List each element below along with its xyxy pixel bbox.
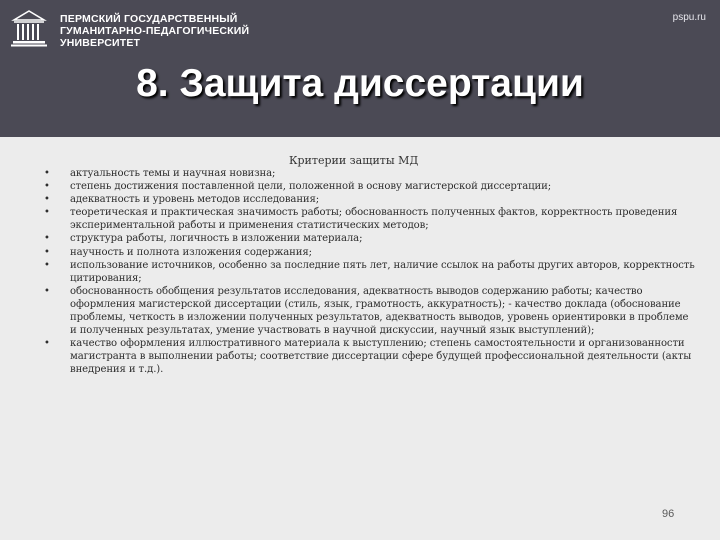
university-building-icon (11, 9, 47, 47)
list-item-text: обоснованность обобщения результатов исследования, адекватность выводов содержанию работы; качество оформления магистерской диссертации (стиль, язык, грамотность, аккуратность); - качество доклада (обоснование проблемы, четкость в изложении полученных результатов, адекватность выводов, уровень ориентировки в проблеме и полученных результатах, умение участвовать в научной дискуссии, научный язык выступлений); (70, 285, 689, 337)
bullet-icon: • (44, 338, 50, 350)
criteria-list (44, 167, 696, 377)
list-item (44, 206, 696, 232)
bullet-icon: • (44, 285, 50, 297)
university-name (60, 13, 249, 49)
list-item (44, 246, 696, 259)
bullet-icon: • (44, 207, 50, 219)
list-item (44, 285, 696, 337)
bullet-icon: • (44, 168, 50, 179)
list-item-text: научность и полнота изложения содержания; (70, 246, 312, 258)
list-item (44, 193, 696, 206)
list-item (44, 180, 696, 193)
bullet-icon: • (44, 246, 50, 258)
university-name-line: ГУМАНИТАРНО-ПЕДАГОГИЧЕСКИЙ (60, 25, 250, 37)
list-item-text: качество оформления иллюстративного материала к выступлению; степень самостоятельности и организованности магистранта в выполнении работы; соответствие диссертации сфере будущей профессиональной деятельности (акты внедрения и т.д.). (70, 338, 692, 376)
bullet-icon: • (44, 194, 50, 206)
list-item (44, 259, 696, 285)
criteria-heading: Критерии защиты МД (289, 154, 419, 167)
list-item (44, 337, 696, 376)
page-number: 96 (662, 508, 675, 520)
list-item-text: структура работы, логичность в изложении материала; (70, 233, 363, 245)
university-name-line: ПЕРМСКИЙ ГОСУДАРСТВЕННЫЙ (60, 13, 238, 25)
header-band (0, 0, 720, 137)
list-item-text: степень достижения поставленной цели, положенной в основу магистерской диссертации; (70, 181, 551, 193)
university-name-line: УНИВЕРСИТЕТ (60, 37, 141, 49)
slide-title: 8. Защита диссертации (136, 62, 584, 105)
list-item-text: актуальность темы и научная новизна; (70, 168, 276, 179)
list-item-text: использование источников, особенно за последние пять лет, наличие ссылок на работы других авторов, корректность цитирования; (70, 259, 695, 284)
bullet-icon: • (44, 259, 50, 271)
list-item-text: теоретическая и практическая значимость работы; обоснованность полученных фактов, корректность проведения экспериментальной работы и применения статистических методов; (70, 207, 678, 232)
bullet-icon: • (44, 181, 50, 193)
list-item-text: адекватность и уровень методов исследования; (70, 194, 320, 206)
site-url: pspu.ru (672, 12, 706, 23)
bullet-icon: • (44, 233, 50, 245)
list-item (44, 167, 696, 180)
list-item (44, 232, 696, 245)
